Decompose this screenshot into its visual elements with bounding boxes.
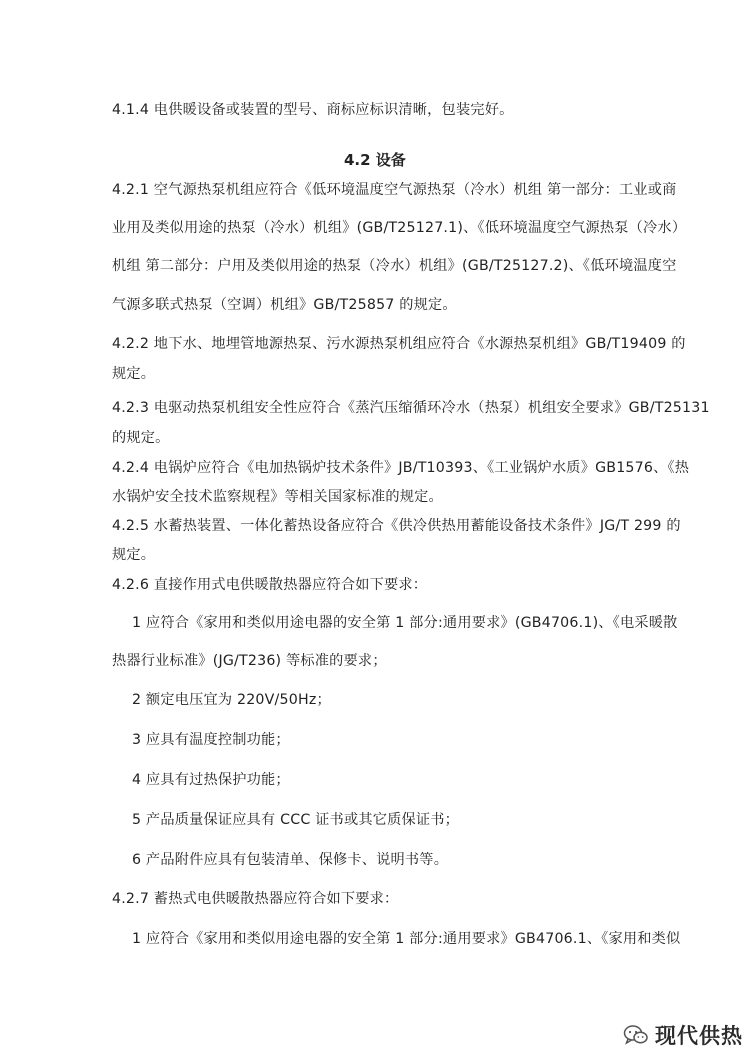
clause-4-2-6-item-5: 5 产品质量保证应具有 CCC 证书或其它质保证书； [132,812,460,828]
watermark [623,1020,743,1050]
clause-4-2-5-line-1: 4.2.5 水蓄热装置、一体化蓄热设备应符合《供冷供热用蓄能设备技术条件》JG/T 299 的 [112,518,681,534]
clause-4-2-6-item-2: 2 额定电压宜为 220V/50Hz； [132,692,331,708]
clause-4-2-1-line-3: 机组 第二部分：户用及类似用途的热泵（冷水）机组》(GB/T25127.2)、《低环境温度空 [112,258,677,274]
clause-4-2-3-line-2: 的规定。 [112,430,170,446]
clause-4-2-6-item-3: 3 应具有温度控制功能； [132,732,290,748]
clause-4-2-6: 4.2.6 直接作用式电供暖散热器应符合如下要求： [112,577,428,593]
clause-4-2-3-line-1: 4.2.3 电驱动热泵机组安全性应符合《蒸汽压缩循环冷水（热泵）机组安全要求》GB/T25131 [112,400,710,416]
clause-4-2-2-line-1: 4.2.2 地下水、地埋管地源热泵、污水源热泵机组应符合《水源热泵机组》GB/T19409 的 [112,336,686,352]
clause-4-2-6-item-4: 4 应具有过热保护功能； [132,772,290,788]
clause-4-2-2-line-2: 规定。 [112,366,156,382]
clause-4-2-1-line-2: 业用及类似用途的热泵（冷水）机组》(GB/T25127.1)、《低环境温度空气源热泵（冷水） [112,220,687,236]
section-heading: 4.2 设备 [344,151,406,169]
clause-4-2-6-item-1-line-1: 1 应符合《家用和类似用途电器的安全第 1 部分:通用要求》(GB4706.1)、《电采暖散 [132,615,678,631]
clause-4-2-4-line-1: 4.2.4 电锅炉应符合《电加热锅炉技术条件》JB/T10393、《工业锅炉水质》GB1576、《热 [112,460,690,476]
watermark-text: 现代供热 [655,1024,743,1048]
clause-4-2-7: 4.2.7 蓄热式电供暖散热器应符合如下要求： [112,891,399,907]
clause-4-2-1-line-4: 气源多联式热泵（空调）机组》GB/T25857 的规定。 [112,297,457,313]
clause-4-2-6-item-1-line-2: 热器行业标准》(JG/T236) 等标准的要求； [112,653,387,669]
clause-4-1-4: 4.1.4 电供暖设备或装置的型号、商标应标识清晰，包装完好。 [112,102,514,118]
clause-4-2-6-item-6: 6 产品附件应具有包装清单、保修卡、说明书等。 [132,852,449,868]
clause-4-2-7-item-1-line-1: 1 应符合《家用和类似用途电器的安全第 1 部分:通用要求》GB4706.1、《家用和类似 [132,931,681,947]
clause-4-2-1-line-1: 4.2.1 空气源热泵机组应符合《低环境温度空气源热泵（冷水）机组 第一部分：工业或商 [112,182,677,198]
wechat-icon [623,1024,649,1046]
clause-4-2-4-line-2: 水锅炉安全技术监察规程》等相关国家标准的规定。 [112,489,443,505]
clause-4-2-5-line-2: 规定。 [112,547,156,563]
